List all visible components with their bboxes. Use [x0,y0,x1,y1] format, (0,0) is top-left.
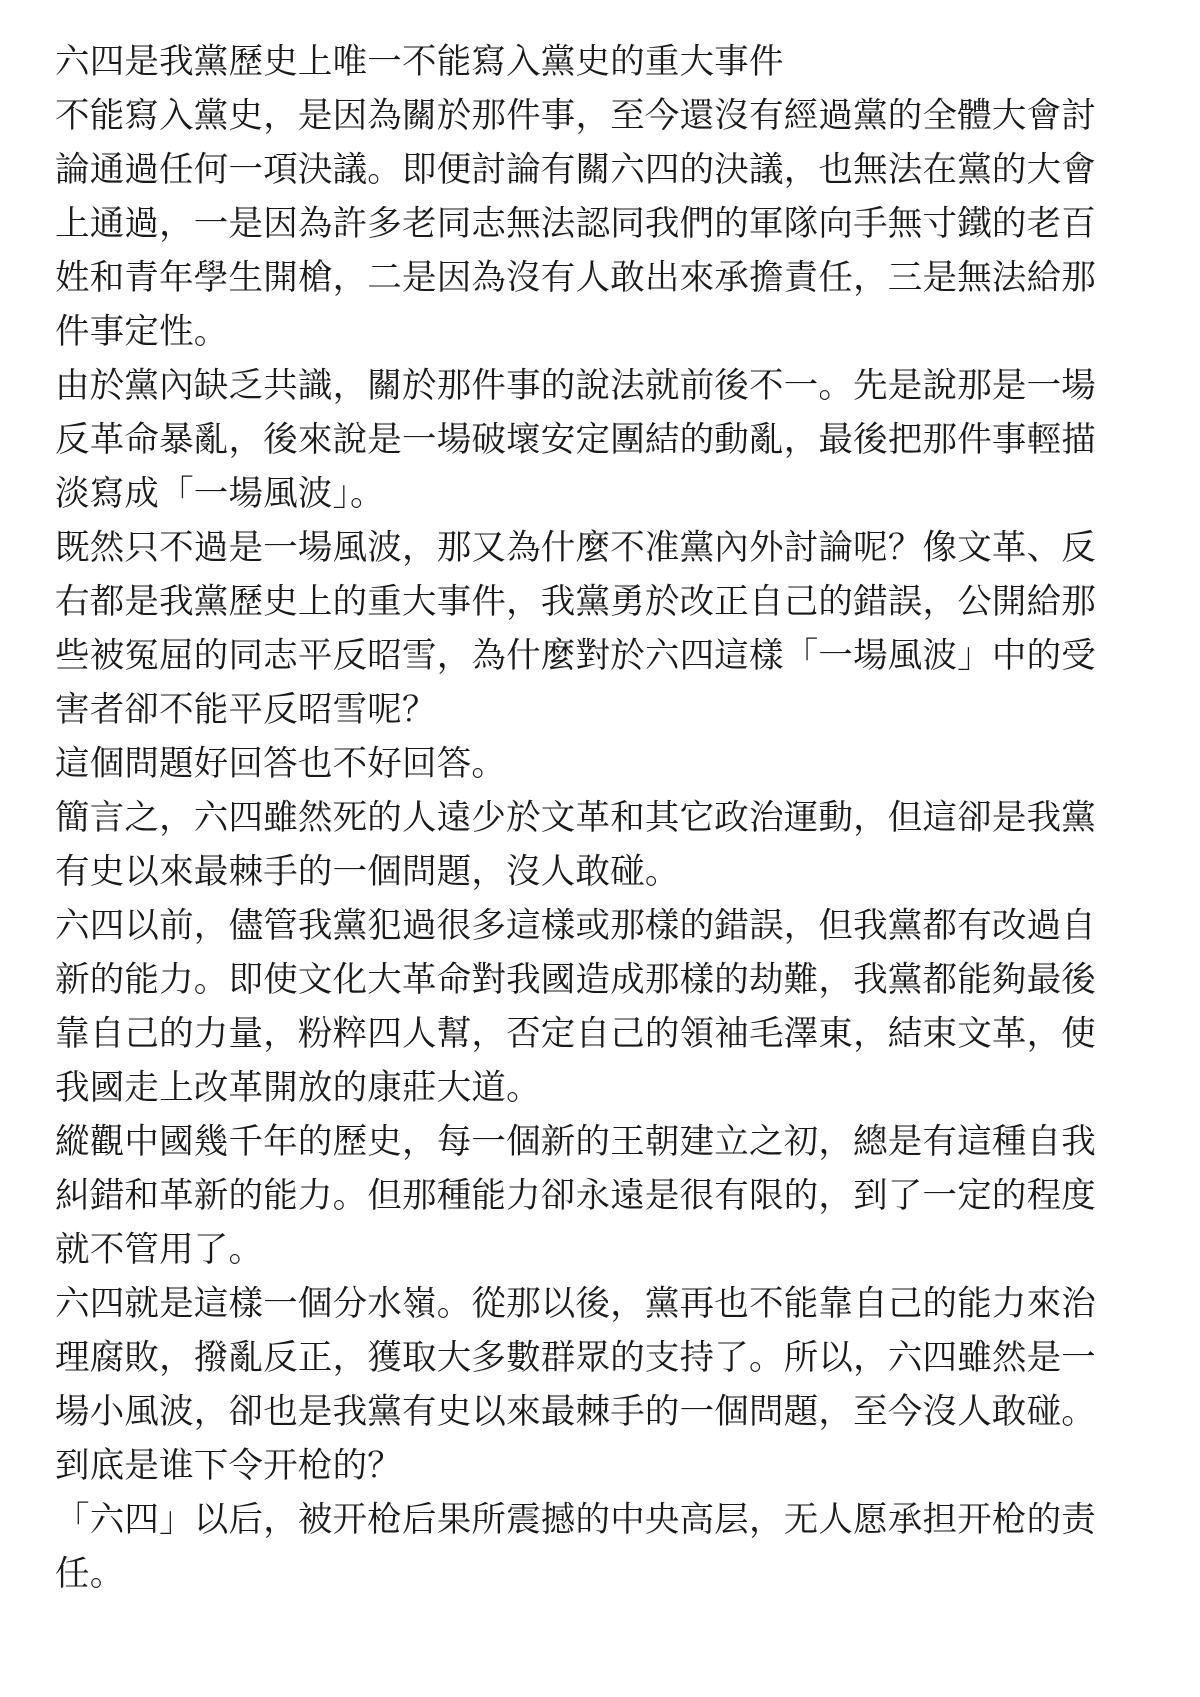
paragraph: 簡言之，六四雖然死的人遠少於文革和其它政治運動，但這卻是我黨有史以來最棘手的一個問題，沒人敢碰。 [55,798,1096,892]
paragraph: 不能寫入黨史，是因為關於那件事，至今還沒有經過黨的全體大會討論通過任何一項決議。即便討論有關六四的決議，也無法在黨的大會上通過，一是因為許多老同志無法認同我們的軍隊向手無寸鐵的老百姓和青年學生開槍，二是因為沒有人敢出來承擔責任，三是無法給那件事定性。 [55,96,1096,352]
paragraph: 縱觀中國幾千年的歷史，每一個新的王朝建立之初，總是有這種自我糾錯和革新的能力。但那種能力卻永遠是很有限的，到了一定的程度就不管用了。 [55,1122,1096,1270]
document-heading: 六四是我黨歷史上唯一不能寫入黨史的重大事件 [55,42,784,82]
paragraph: 六四以前，儘管我黨犯過很多這樣或那樣的錯誤，但我黨都有改過自新的能力。即使文化大革命對我國造成那樣的劫難，我黨都能夠最後靠自己的力量，粉粹四人幫，否定自己的領袖毛澤東，結束文革，使我國走上改革開放的康莊大道。 [55,906,1096,1108]
paragraph: 既然只不過是一場風波，那又為什麼不准黨內外討論呢？像文革、反右都是我黨歷史上的重大事件，我黨勇於改正自己的錯誤，公開給那些被冤屈的同志平反昭雪，為什麼對於六四這樣「一場風波」中的受害者卻不能平反昭雪呢？ [55,528,1096,730]
paragraph: 這個問題好回答也不好回答。 [55,744,507,784]
section-question: 到底是谁下令开枪的？ [55,1446,402,1486]
paragraph: 由於黨內缺乏共識，關於那件事的說法就前後不一。先是說那是一場反革命暴亂，後來說是一場破壞安定團結的動亂，最後把那件事輕描淡寫成「一場風波」。 [55,366,1096,514]
paragraph: 六四就是這樣一個分水嶺。從那以後，黨再也不能靠自己的能力來治理腐敗，撥亂反正，獲取大多數群眾的支持了。所以，六四雖然是一場小風波，卻也是我黨有史以來最棘手的一個問題，至今沒人敢碰。 [55,1284,1096,1432]
paragraph: 「六四」以后，被开枪后果所震撼的中央高层，无人愿承担开枪的责任。 [55,1500,1096,1594]
